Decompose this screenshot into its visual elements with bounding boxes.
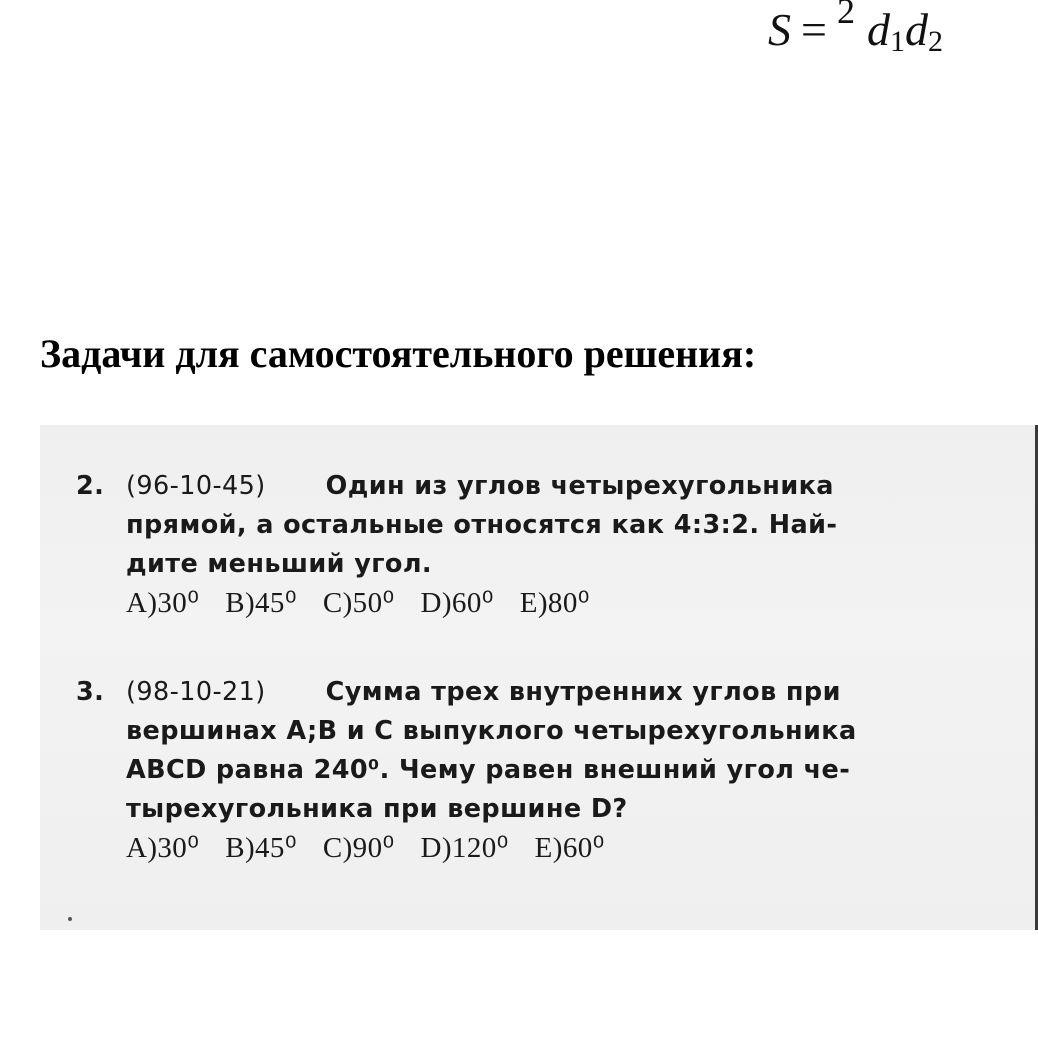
problem-text-line: ABCD равна 240⁰. Чему равен внешний угол че- <box>126 755 851 785</box>
problem-first-line <box>76 467 966 506</box>
answer-option: A)30⁰ <box>126 587 200 619</box>
answer-option: E)80⁰ <box>519 587 590 619</box>
formula-equals: = <box>801 4 827 55</box>
problem-code: (98-10-21) <box>126 677 266 707</box>
problem-code: (96-10-45) <box>126 471 266 501</box>
area-formula <box>768 0 943 66</box>
section-heading: Задачи для самостоятельного решения: <box>40 331 757 376</box>
answer-option: A)30⁰ <box>126 832 200 864</box>
formula-lhs: S <box>768 4 791 55</box>
answer-option: C)50⁰ <box>322 587 395 619</box>
formula-d1: d <box>866 4 890 55</box>
answer-option: B)45⁰ <box>225 832 297 864</box>
formula-d2: d <box>904 4 928 55</box>
formula-fraction-top: 2 <box>836 0 855 31</box>
problem-number: 2. <box>76 471 105 501</box>
problem-text-line: Сумма трех внутренних углов при <box>325 677 841 707</box>
problem-text-line: вершинах A;B и C выпуклого четырехугольника <box>126 716 857 746</box>
problem-number: 3. <box>76 677 105 707</box>
scanned-problems-image <box>40 425 1038 930</box>
scan-speck <box>68 917 72 921</box>
answer-option: E)60⁰ <box>534 832 605 864</box>
answer-options <box>76 829 966 868</box>
problem-first-line <box>76 673 966 712</box>
problem-2 <box>76 467 966 623</box>
problem-3 <box>76 673 966 868</box>
answer-option: C)90⁰ <box>322 832 395 864</box>
problem-text-line: Один из углов четырехугольника <box>325 471 834 501</box>
formula-d1-subscript: 1 <box>889 25 905 58</box>
answer-option: D)120⁰ <box>420 832 509 864</box>
formula-d2-subscript: 2 <box>927 25 943 58</box>
answer-option: B)45⁰ <box>225 587 297 619</box>
problem-text-line: дите меньший угол. <box>126 549 433 579</box>
answer-option: D)60⁰ <box>420 587 494 619</box>
answer-options <box>76 584 966 623</box>
problem-text-line: прямой, а остальные относятся как 4:3:2. Най- <box>126 510 838 540</box>
problem-text-line: тырехугольника при вершине D? <box>126 794 628 824</box>
